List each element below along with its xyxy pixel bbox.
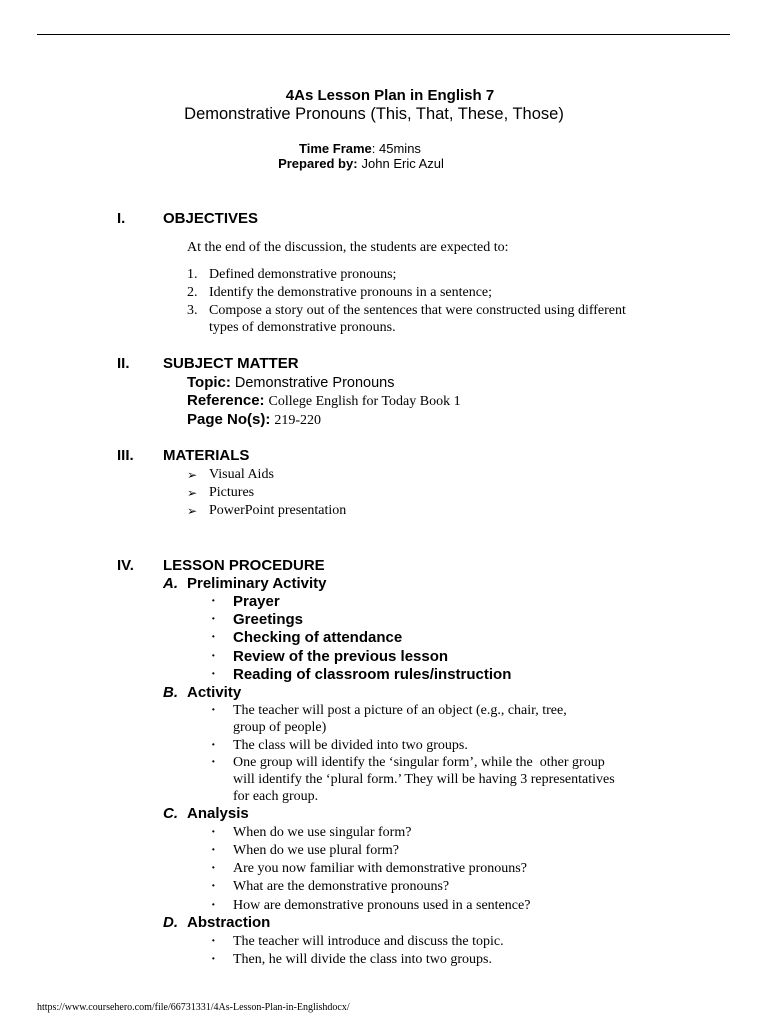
material-item — [0, 484, 768, 502]
procedure-item-text: Prayer — [233, 593, 280, 610]
procedure-item-text: How are demonstrative pronouns used in a sentence? — [233, 898, 531, 913]
procedure-item — [0, 666, 768, 684]
procedure-part-letter: B. — [163, 684, 178, 701]
section-title: SUBJECT MATTER — [163, 355, 299, 372]
dot-bullet-icon: · — [211, 843, 216, 858]
document-title-text: 4As Lesson Plan in English 7 — [285, 87, 495, 104]
dot-bullet-icon: · — [211, 667, 216, 682]
procedure-part-heading — [0, 805, 768, 823]
objective-item-continued — [0, 319, 768, 337]
procedure-item-text: One group will identify the ‘singular form’, while the other group — [233, 755, 605, 770]
objective-item — [0, 284, 768, 302]
procedure-item-text: will identify the ‘plural form.’ They will be having 3 representatives — [233, 772, 615, 787]
dot-bullet-icon: · — [211, 861, 216, 876]
procedure-item — [0, 951, 768, 969]
reference-label: Reference: — [187, 392, 265, 409]
prepared-by — [0, 155, 722, 173]
section-title: LESSON PROCEDURE — [163, 557, 325, 574]
section-numeral: I. — [117, 210, 126, 227]
section-heading-subject-matter — [0, 355, 768, 373]
procedure-item-text: What are the demonstrative pronouns? — [233, 879, 450, 894]
document-title — [12, 87, 768, 105]
objective-item — [0, 302, 768, 320]
procedure-item-text: Checking of attendance — [233, 629, 403, 646]
topic-label: Topic: — [187, 374, 231, 391]
objective-text: Compose a story out of the sentences that were constructed using different — [209, 303, 626, 318]
procedure-item-continued — [0, 771, 768, 789]
procedure-item — [0, 737, 768, 755]
objective-number: 3. — [187, 303, 198, 318]
procedure-item — [0, 611, 768, 629]
material-item — [0, 466, 768, 484]
procedure-item — [0, 860, 768, 878]
procedure-part-letter: C. — [163, 805, 178, 822]
procedure-item-continued — [0, 788, 768, 806]
arrow-bullet-icon: ➢ — [187, 504, 198, 518]
document-subtitle-text: Demonstrative Pronouns (This, That, These, Those) — [184, 105, 564, 123]
procedure-part-letter: A. — [163, 575, 178, 592]
pages-label: Page No(s): — [187, 411, 271, 428]
prepared-by-label: Prepared by: — [278, 156, 358, 171]
procedure-part-title: Abstraction — [187, 914, 271, 931]
procedure-item-text: The class will be divided into two groups. — [233, 738, 468, 753]
objective-number: 2. — [187, 285, 198, 300]
procedure-item — [0, 933, 768, 951]
section-title: MATERIALS — [163, 447, 250, 464]
dot-bullet-icon: · — [211, 703, 216, 718]
objective-text: Identify the demonstrative pronouns in a sentence; — [209, 285, 493, 300]
material-text: Pictures — [209, 485, 255, 500]
objective-number: 1. — [187, 267, 198, 282]
objective-text: types of demonstrative pronouns. — [209, 320, 396, 335]
objective-text: Defined demonstrative pronouns; — [209, 267, 397, 282]
prepared-by-value: John Eric Azul — [361, 156, 444, 171]
procedure-item — [0, 897, 768, 915]
dot-bullet-icon: · — [211, 755, 216, 770]
procedure-item — [0, 702, 768, 720]
procedure-item-text: Reading of classroom rules/instruction — [233, 666, 512, 683]
procedure-item-text: When do we use plural form? — [233, 843, 399, 858]
document-subtitle — [0, 104, 748, 124]
material-text: Visual Aids — [209, 467, 274, 482]
arrow-bullet-icon: ➢ — [187, 486, 198, 500]
objectives-intro — [0, 239, 768, 257]
section-numeral: IV. — [117, 557, 134, 574]
time-frame-label: Time Frame — [299, 141, 372, 156]
procedure-item-text: Review of the previous lesson — [233, 648, 449, 665]
procedure-item-text: Are you now familiar with demonstrative pronouns? — [233, 861, 527, 876]
procedure-part-title: Preliminary Activity — [187, 575, 327, 592]
procedure-part-heading — [0, 575, 768, 593]
dot-bullet-icon: · — [211, 738, 216, 753]
procedure-item-text: Then, he will divide the class into two groups. — [233, 952, 492, 967]
procedure-item — [0, 878, 768, 896]
procedure-item — [0, 824, 768, 842]
procedure-item-text: The teacher will introduce and discuss the topic. — [233, 934, 504, 949]
pages-line — [0, 411, 768, 429]
section-heading-objectives — [0, 210, 768, 228]
topic-line — [0, 374, 768, 392]
procedure-item-text: for each group. — [233, 789, 319, 804]
dot-bullet-icon: · — [211, 825, 216, 840]
dot-bullet-icon: · — [211, 612, 216, 627]
time-frame-value: : 45mins — [371, 141, 421, 156]
material-text: PowerPoint presentation — [209, 503, 347, 518]
dot-bullet-icon: · — [211, 898, 216, 913]
section-numeral: II. — [117, 355, 130, 372]
dot-bullet-icon: · — [211, 879, 216, 894]
procedure-item-text: Greetings — [233, 611, 304, 628]
procedure-part-title: Analysis — [187, 805, 249, 822]
section-heading-materials — [0, 447, 768, 465]
section-heading-lesson-procedure — [0, 557, 768, 575]
dot-bullet-icon: · — [211, 649, 216, 664]
objectives-intro-text: At the end of the discussion, the students are expected to: — [187, 240, 509, 255]
procedure-item-text: group of people) — [233, 720, 327, 735]
pages-value: 219-220 — [274, 413, 322, 428]
top-rule — [37, 34, 730, 35]
procedure-item — [0, 593, 768, 611]
procedure-item-text: The teacher will post a picture of an object (e.g., chair, tree, — [233, 703, 567, 718]
section-title: OBJECTIVES — [163, 210, 259, 227]
section-numeral: III. — [117, 447, 134, 464]
reference-value: College English for Today Book 1 — [268, 394, 461, 409]
procedure-part-heading — [0, 684, 768, 702]
topic-value: Demonstrative Pronouns — [234, 375, 395, 391]
procedure-part-letter: D. — [163, 914, 178, 931]
procedure-item — [0, 754, 768, 772]
procedure-part-title: Activity — [187, 684, 242, 701]
reference-line — [0, 392, 768, 410]
material-item — [0, 502, 768, 520]
procedure-item-text: When do we use singular form? — [233, 825, 412, 840]
objective-item — [0, 266, 768, 284]
dot-bullet-icon: · — [211, 594, 216, 609]
dot-bullet-icon: · — [211, 630, 216, 645]
footer-url: https://www.coursehero.com/file/66731331/4As-Lesson-Plan-in-Englishdocx/ — [37, 1002, 350, 1013]
procedure-item — [0, 842, 768, 860]
procedure-part-heading — [0, 914, 768, 932]
procedure-item-continued — [0, 719, 768, 737]
procedure-item — [0, 648, 768, 666]
dot-bullet-icon: · — [211, 934, 216, 949]
procedure-item — [0, 629, 768, 647]
dot-bullet-icon: · — [211, 952, 216, 967]
arrow-bullet-icon: ➢ — [187, 468, 198, 482]
